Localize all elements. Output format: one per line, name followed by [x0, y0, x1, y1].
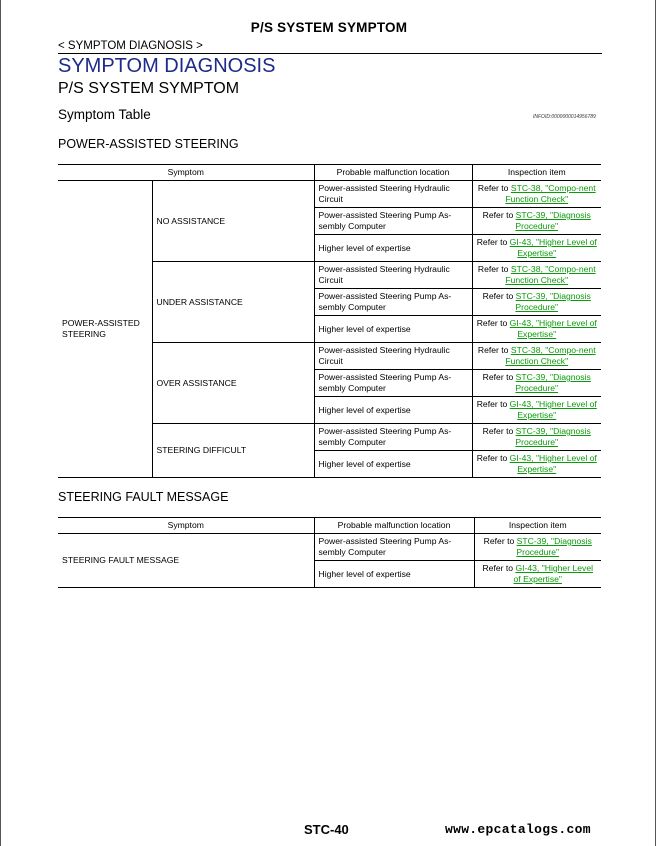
- inspection-cell: [474, 534, 601, 561]
- refer-text: Refer to: [476, 399, 508, 409]
- table-row: [58, 181, 601, 208]
- location-cell: Power-assisted Steering Pump As-sembly Computer: [314, 370, 472, 397]
- location-cell: Power-assisted Steering Pump As-sembly Computer: [314, 289, 472, 316]
- refer-text: Refer to: [483, 536, 515, 546]
- symptom-table-title: Symptom Table: [58, 107, 151, 122]
- symptom-cell: NO ASSISTANCE: [152, 181, 314, 262]
- refer-text: Refer to: [482, 210, 514, 220]
- location-cell: Higher level of expertise: [314, 561, 474, 588]
- inspection-cell: [472, 397, 601, 424]
- reference-link[interactable]: STC-39, "Diagnosis Procedure": [516, 536, 592, 557]
- reference-link[interactable]: GI-43, "Higher Level of Expertise": [513, 563, 594, 584]
- col-inspection: Inspection item: [474, 518, 601, 534]
- refer-text: Refer to: [482, 563, 514, 573]
- page-number: STC-40: [304, 822, 349, 837]
- fault-group-title: STEERING FAULT MESSAGE: [58, 490, 229, 504]
- inspection-cell: [472, 181, 601, 208]
- symptom-cell: UNDER ASSISTANCE: [152, 262, 314, 343]
- location-cell: Higher level of expertise: [314, 316, 472, 343]
- reference-link[interactable]: STC-39, "Diagnosis Procedure": [515, 291, 591, 312]
- inspection-cell: [472, 262, 601, 289]
- location-cell: Power-assisted Steering Pump As-sembly Computer: [314, 534, 474, 561]
- breadcrumb: < SYMPTOM DIAGNOSIS >: [58, 40, 203, 52]
- table-row: [58, 534, 601, 561]
- location-cell: Power-assisted Steering Pump As-sembly Computer: [314, 424, 472, 451]
- inspection-cell: [472, 208, 601, 235]
- location-cell: Higher level of expertise: [314, 397, 472, 424]
- pas-group-title: POWER-ASSISTED STEERING: [58, 137, 239, 151]
- fault-symptom-table: [58, 517, 601, 588]
- reference-link[interactable]: GI-43, "Higher Level of Expertise": [509, 453, 597, 474]
- reference-link[interactable]: STC-38, "Compo-nent Function Check": [505, 264, 596, 285]
- symptom-cell: STEERING FAULT MESSAGE: [58, 534, 314, 588]
- col-symptom: Symptom: [58, 165, 314, 181]
- location-cell: Power-assisted Steering Hydraulic Circuit: [314, 262, 472, 289]
- inspection-cell: [474, 561, 601, 588]
- reference-link[interactable]: STC-38, "Compo-nent Function Check": [505, 183, 596, 204]
- inspection-cell: [472, 289, 601, 316]
- sub-title: P/S SYSTEM SYMPTOM: [58, 80, 240, 97]
- inspection-cell: [472, 316, 601, 343]
- inspection-cell: [472, 424, 601, 451]
- inspection-cell: [472, 235, 601, 262]
- location-cell: Power-assisted Steering Hydraulic Circuit: [314, 181, 472, 208]
- location-cell: Higher level of expertise: [314, 235, 472, 262]
- refer-text: Refer to: [477, 183, 509, 193]
- inspection-cell: [472, 451, 601, 478]
- page-header-title: P/S SYSTEM SYMPTOM: [250, 20, 408, 35]
- reference-link[interactable]: STC-38, "Compo-nent Function Check": [505, 345, 596, 366]
- inspection-cell: [472, 370, 601, 397]
- location-cell: Higher level of expertise: [314, 451, 472, 478]
- category-cell: POWER-ASSISTED STEERING: [58, 181, 152, 478]
- symptom-cell: OVER ASSISTANCE: [152, 343, 314, 424]
- col-location: Probable malfunction location: [314, 165, 472, 181]
- reference-link[interactable]: GI-43, "Higher Level of Expertise": [509, 318, 597, 339]
- reference-link[interactable]: STC-39, "Diagnosis Procedure": [515, 372, 591, 393]
- col-symptom: Symptom: [58, 518, 314, 534]
- refer-text: Refer to: [482, 291, 514, 301]
- refer-text: Refer to: [476, 237, 508, 247]
- refer-text: Refer to: [476, 318, 508, 328]
- reference-link[interactable]: GI-43, "Higher Level of Expertise": [509, 399, 597, 420]
- section-title: SYMPTOM DIAGNOSIS: [58, 53, 602, 78]
- location-cell: Power-assisted Steering Pump As-sembly Computer: [314, 208, 472, 235]
- symptom-cell: STEERING DIFFICULT: [152, 424, 314, 478]
- location-cell: Power-assisted Steering Hydraulic Circuit: [314, 343, 472, 370]
- reference-link[interactable]: STC-39, "Diagnosis Procedure": [515, 426, 591, 447]
- inspection-cell: [472, 343, 601, 370]
- site-watermark[interactable]: www.epcatalogs.com: [445, 822, 591, 837]
- reference-link[interactable]: GI-43, "Higher Level of Expertise": [509, 237, 597, 258]
- refer-text: Refer to: [482, 426, 514, 436]
- refer-text: Refer to: [482, 372, 514, 382]
- pas-symptom-table: [58, 164, 601, 478]
- refer-text: Refer to: [477, 264, 509, 274]
- col-location: Probable malfunction location: [314, 518, 474, 534]
- refer-text: Refer to: [477, 345, 509, 355]
- col-inspection: Inspection item: [472, 165, 601, 181]
- reference-link[interactable]: STC-39, "Diagnosis Procedure": [515, 210, 591, 231]
- info-id: INFOID:0000000014956789: [533, 114, 596, 120]
- refer-text: Refer to: [476, 453, 508, 463]
